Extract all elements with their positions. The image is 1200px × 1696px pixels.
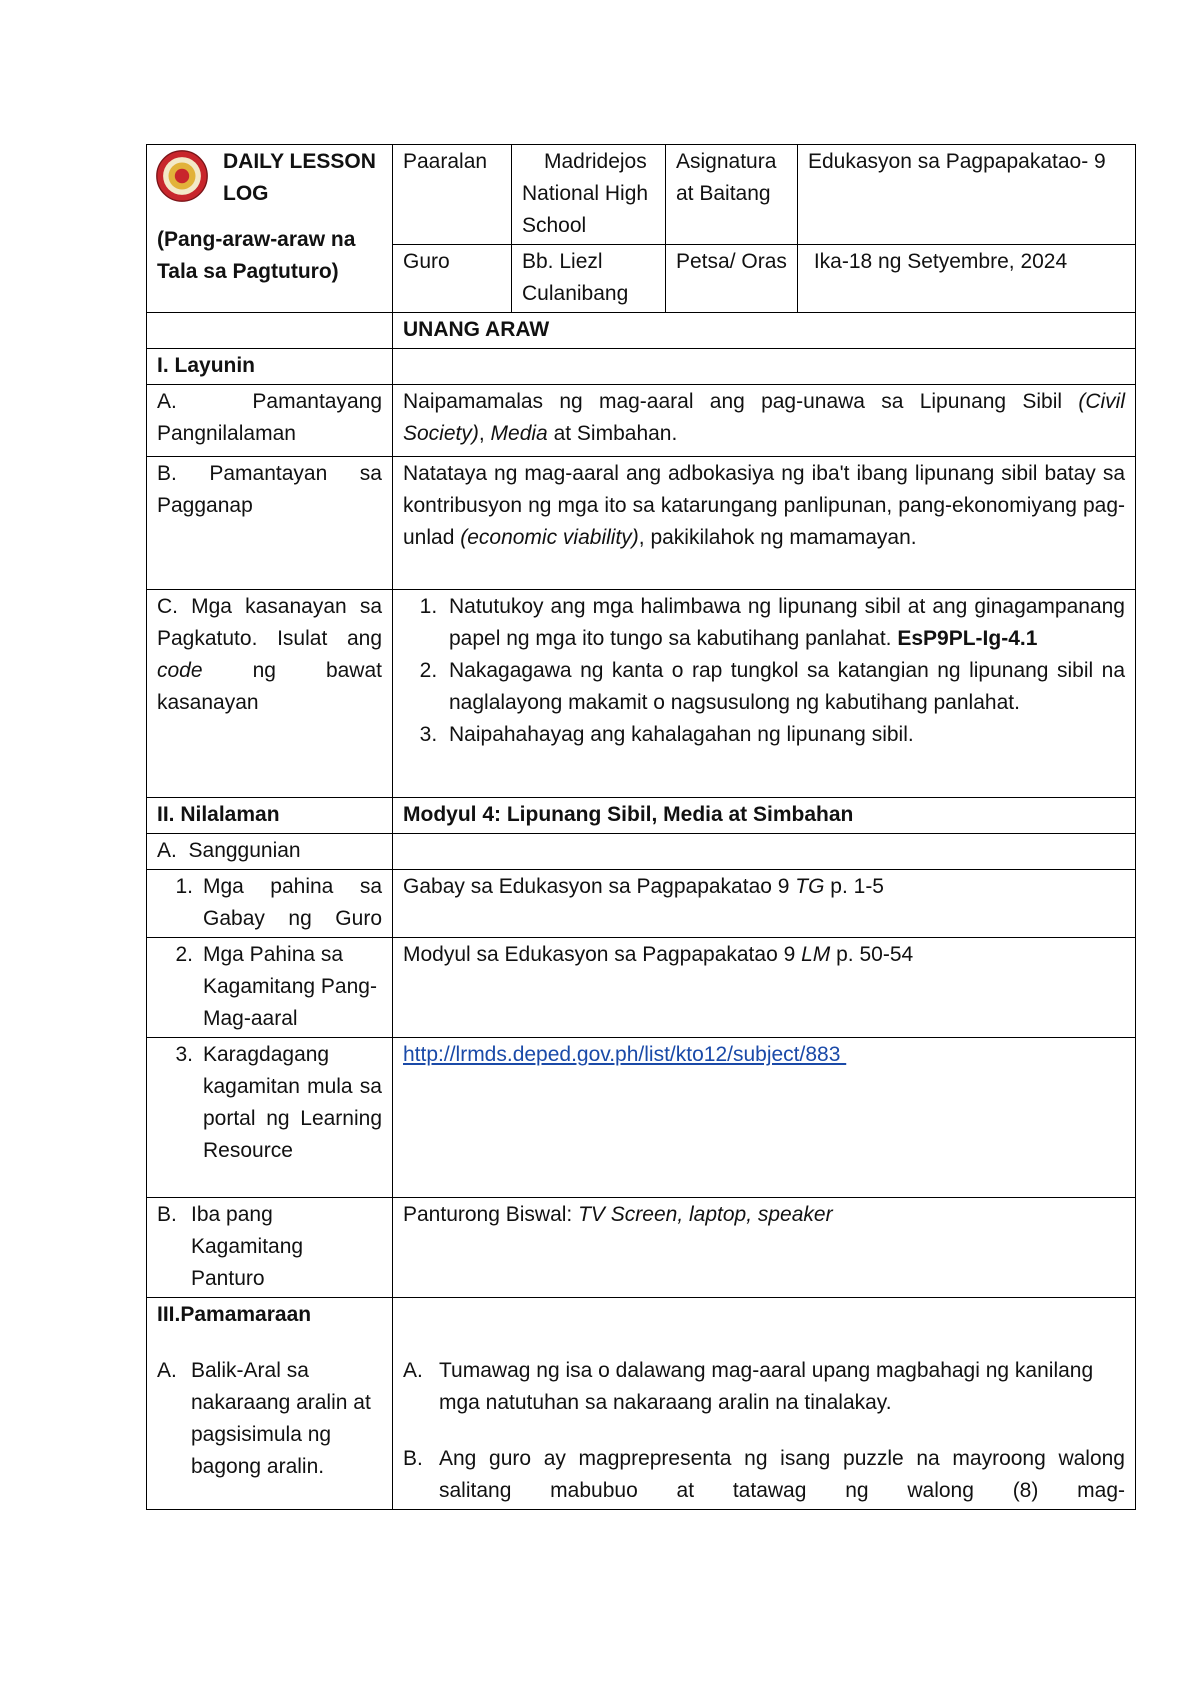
sanggunian-item3-label-cell: 3. Karagdagang kagamitan mula sa portal ng Learning Resource [147, 1038, 393, 1198]
document-subtitle: (Pang-araw-araw na Tala sa Pagtuturo) [157, 228, 356, 283]
sanggunian-item3-label: Karagdagang kagamitan mula sa portal ng Learning Resource [203, 1043, 382, 1162]
sanggunian-item2-label-cell: 2. Mga Pahina sa Kagamitang Pang-Mag-aaral [147, 938, 393, 1038]
sanggunian-heading: A. Sanggunian [147, 834, 393, 870]
sanggunian-item3-link-cell [393, 1038, 1136, 1198]
list-item: 1. Natutukoy ang mga halimbawa ng lipunang sibil at ang ginagampanang papel ng mga ito tungo sa kabutihang panlahat. EsP9PL-Ig-4.1 [443, 591, 1125, 655]
kasanayan-list [403, 591, 1125, 751]
paaralan-value: Madridejos National High School [512, 145, 666, 245]
sanggunian-item1-text: Gabay sa Edukasyon sa Pagpapakatao 9 TG p. 1-5 [393, 870, 1136, 938]
pamantayan-sa-pagganap-text: Natataya ng mag-aaral ang adbokasiya ng iba't ibang lipunang sibil batay sa kontribusyon ng mga ito sa katarungang panlipunan, pang-ekonomiyang pag-unlad (economic viability), pakikilahok ng mamamayan. [393, 457, 1136, 590]
pamamaraan-label-cell: III.Pamamaraan A. Balik-Aral sa nakaraang aralin at pagsisimula ng bagong aralin. [147, 1298, 393, 1510]
petsa-value: Ika-18 ng Setyembre, 2024 [798, 245, 1136, 313]
list-item: 2. Nakagagawa ng kanta o rap tungkol sa katangian ng lipunang sibil na naglalayong makamit o nagsusulong ng kabutihang panlahat. [443, 655, 1125, 719]
list-item: A. Tumawag ng isa o dalawang mag-aaral upang magbahagi ng kanilang mga natutuhan sa nakaraang aralin na tinalakay. [403, 1359, 1094, 1414]
document-title: DAILY LESSON LOG [223, 150, 376, 205]
sanggunian-item2-text: Modyul sa Edukasyon sa Pagpapakatao 9 LM p. 50-54 [393, 938, 1136, 1038]
pamantayang-pangnilalaman-label: A. Pamantayang Pangnilalaman [147, 385, 393, 457]
lesson-log-table [146, 144, 1136, 1510]
learning-resource-link[interactable]: http://lrmds.deped.gov.ph/list/kto12/subject/883 [403, 1043, 847, 1066]
sanggunian-item2-label: Mga Pahina sa Kagamitang Pang-Mag-aaral [203, 943, 377, 1030]
guro-value: Bb. Liezl Culanibang [512, 245, 666, 313]
sanggunian-item1-label-cell: 1. Mga pahina sa Gabay ng Guro [147, 870, 393, 938]
nilalaman-value: Modyul 4: Lipunang Sibil, Media at Simbahan [393, 798, 1136, 834]
iba-pang-label: Iba pang Kagamitang Panturo [191, 1203, 304, 1290]
kasanayan-label: C. Mga kasanayan sa Pagkatuto. Isulat ang code ng bawat kasanayan [147, 590, 393, 798]
list-item: B. Ang guro ay magprepresenta ng isang puzzle na mayroong walong salitang mabubuo at tatawag ng walong (8) mag- [403, 1447, 1125, 1502]
pamamaraan-heading: III.Pamamaraan [157, 1303, 312, 1326]
petsa-label: Petsa/ Oras [666, 245, 798, 313]
label-word: Pamantayang [252, 390, 382, 413]
school-seal-icon [155, 149, 209, 203]
empty-cell [147, 313, 393, 349]
empty-cell [393, 834, 1136, 870]
header-title-cell [147, 145, 393, 313]
lesson-log-page [146, 144, 1135, 1510]
list-item: 3. Naipahahayag ang kahalagahan ng lipunang sibil. [443, 719, 1125, 751]
sanggunian-item1-label: Mga pahina sa Gabay ng Guro [203, 875, 382, 930]
kasanayan-list-cell [393, 590, 1136, 798]
day-heading: UNANG ARAW [393, 313, 1136, 349]
iba-pang-text: Panturong Biswal: TV Screen, laptop, speaker [393, 1198, 1136, 1298]
balik-aral-label: Balik-Aral sa nakaraang aralin at pagsisimula ng bagong aralin. [191, 1359, 371, 1478]
layunin-heading: I. Layunin [147, 349, 393, 385]
guro-label: Guro [393, 245, 512, 313]
pamamaraan-text-cell [393, 1298, 1136, 1510]
paaralan-label: Paaralan [393, 145, 512, 245]
asignatura-label: Asignatura at Baitang [666, 145, 798, 245]
pamantayang-pangnilalaman-text: Naipamamalas ng mag-aaral ang pag-unawa sa Lipunang Sibil (Civil Society), Media at Simbahan. [393, 385, 1136, 457]
asignatura-value: Edukasyon sa Pagpapakatao- 9 [798, 145, 1136, 245]
nilalaman-heading: II. Nilalaman [147, 798, 393, 834]
empty-cell [393, 349, 1136, 385]
pamamaraan-list [403, 1355, 1125, 1507]
iba-pang-label-cell: B. Iba pang Kagamitang Panturo [147, 1198, 393, 1298]
label-letter: A. [157, 390, 177, 413]
pamantayan-sa-pagganap-label: B. Pamantayan sa Pagganap [147, 457, 393, 590]
